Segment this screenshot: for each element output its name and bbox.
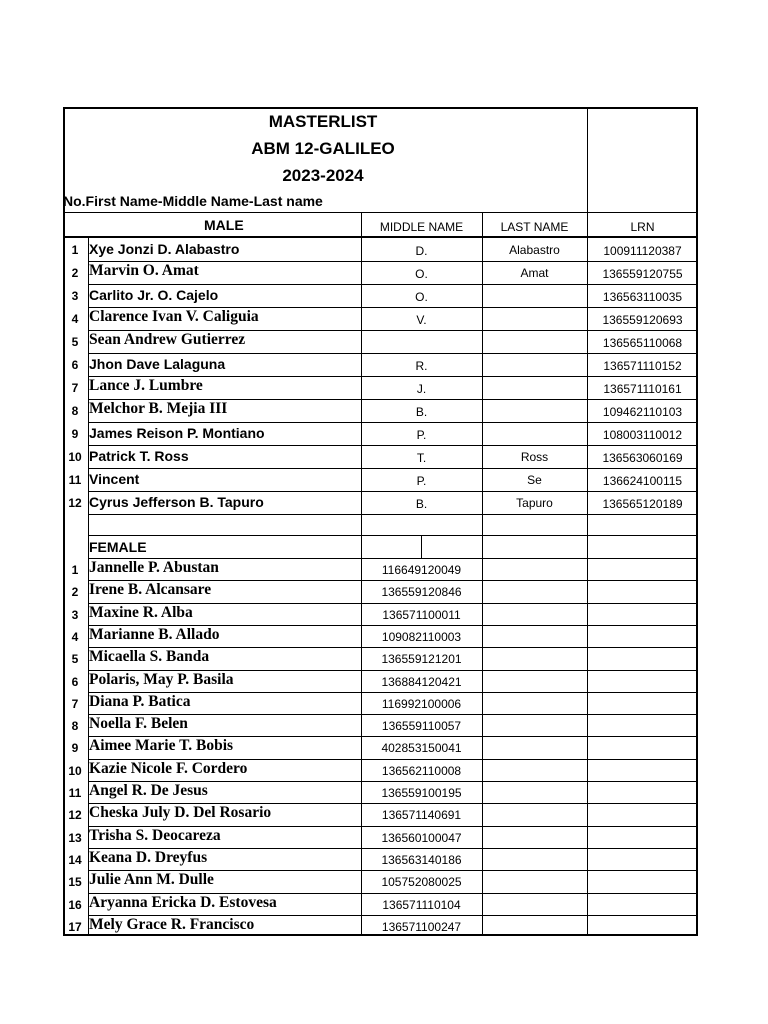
lrn-value: 116649120049 xyxy=(381,563,462,577)
document-title: MASTERLIST xyxy=(268,112,378,131)
row-number: 5 xyxy=(71,652,79,667)
row-number: 15 xyxy=(68,875,82,890)
grid-line xyxy=(63,236,698,238)
middle-initial: B. xyxy=(415,497,428,511)
student-name: Jhon Dave Lalaguna xyxy=(89,356,226,372)
row-number: 11 xyxy=(68,473,82,487)
student-name: Noella F. Belen xyxy=(89,715,188,733)
student-name: Micaella S. Banda xyxy=(89,648,210,666)
row-number: 10 xyxy=(68,763,82,778)
middle-initial: D. xyxy=(415,244,428,258)
middle-initial: J. xyxy=(416,382,427,396)
student-name: Polaris, May P. Basila xyxy=(89,670,234,688)
student-name: Jannelle P. Abustan xyxy=(89,559,219,576)
lrn-value: 136559120755 xyxy=(602,267,683,281)
student-name: Aryanna Ericka D. Estovesa xyxy=(89,893,277,911)
student-name: Trisha S. Deocareza xyxy=(89,826,221,844)
middle-initial: O. xyxy=(415,290,428,304)
student-name: Mely Grace R. Francisco xyxy=(89,915,255,933)
female-header: FEMALE xyxy=(89,539,147,555)
middle-initial: T. xyxy=(416,451,427,465)
lrn-value: 136559110057 xyxy=(381,719,462,734)
row-number: 2 xyxy=(71,585,79,600)
row-number: 5 xyxy=(71,335,79,349)
lrn-value: 136563140186 xyxy=(381,852,462,867)
student-name: Xye Jonzi D. Alabastro xyxy=(89,241,240,257)
lrn-value: 136571140691 xyxy=(381,808,462,823)
student-name: Clarence Ivan V. Caliguia xyxy=(89,308,259,325)
lrn-value: 136571110104 xyxy=(382,897,461,912)
student-name: Julie Ann M. Dulle xyxy=(89,871,214,889)
student-name: Lance J. Lumbre xyxy=(89,377,203,394)
lrn-value: 136624100115 xyxy=(602,474,683,488)
lrn-header: LRN xyxy=(630,220,655,234)
middle-initial: P. xyxy=(416,428,427,442)
last-name: Tapuro xyxy=(516,496,553,510)
student-name: Carlito Jr. O. Cajelo xyxy=(89,287,219,303)
student-name: Irene B. Alcansare xyxy=(89,581,212,599)
lrn-value: 136884120421 xyxy=(381,674,462,689)
lrn-value: 108003110012 xyxy=(602,428,683,442)
row-number: 3 xyxy=(71,607,79,622)
row-number: 9 xyxy=(71,741,79,756)
student-name: Melchor B. Mejia III xyxy=(89,400,228,417)
student-name: James Reison P. Montiano xyxy=(89,425,265,441)
grid-line xyxy=(88,284,698,285)
last-name: Se xyxy=(527,473,542,487)
grid-line xyxy=(88,445,698,446)
row-number: 4 xyxy=(71,312,79,326)
last-name-header: LAST NAME xyxy=(500,220,569,234)
grid-line xyxy=(88,353,698,354)
row-number: 16 xyxy=(68,897,82,912)
row-number: 1 xyxy=(71,563,79,577)
lrn-value: 136559120846 xyxy=(381,585,462,600)
row-number: 12 xyxy=(68,496,82,510)
lrn-value: 136563110035 xyxy=(602,290,683,304)
column-caption: No.First Name-Middle Name-Last name xyxy=(63,193,323,209)
lrn-value: 136563060169 xyxy=(602,451,683,465)
row-number: 7 xyxy=(71,381,79,395)
lrn-value: 105752080025 xyxy=(381,875,462,890)
middle-initial: B. xyxy=(415,405,428,419)
section-name: ABM 12-GALILEO xyxy=(251,139,395,158)
lrn-value: 136565110068 xyxy=(602,336,683,350)
lrn-value: 136560100047 xyxy=(381,830,462,845)
last-name: Amat xyxy=(520,266,549,280)
student-name: Keana D. Dreyfus xyxy=(89,848,208,866)
student-name: Kazie Nicole F. Cordero xyxy=(89,759,248,777)
lrn-value: 136559100195 xyxy=(381,786,462,800)
row-number: 12 xyxy=(68,808,82,823)
lrn-value: 136571100011 xyxy=(382,607,461,622)
school-year: 2023-2024 xyxy=(282,166,364,185)
student-name: Maxine R. Alba xyxy=(89,603,193,621)
row-number: 4 xyxy=(71,629,79,644)
lrn-value: 136565120189 xyxy=(602,497,683,511)
lrn-value: 109462110103 xyxy=(602,405,683,419)
student-name: Cyrus Jefferson B. Tapuro xyxy=(89,494,264,510)
lrn-value: 136571100247 xyxy=(381,919,462,934)
row-number: 14 xyxy=(68,852,82,867)
student-name: Marianne B. Allado xyxy=(89,625,220,643)
row-number: 7 xyxy=(71,696,79,711)
lrn-value: 136559120693 xyxy=(602,313,683,327)
last-name: Ross xyxy=(520,450,549,464)
row-number: 8 xyxy=(71,404,79,418)
lrn-value: 136562110008 xyxy=(381,763,462,778)
student-name: Vincent xyxy=(89,471,140,487)
lrn-value: 136559121201 xyxy=(381,652,462,667)
middle-initial: P. xyxy=(416,474,427,488)
grid-line xyxy=(88,514,698,515)
row-number: 13 xyxy=(68,830,82,845)
student-name: Aimee Marie T. Bobis xyxy=(89,737,234,755)
middle-initial: R. xyxy=(415,359,428,373)
lrn-value: 136571110161 xyxy=(603,382,682,396)
student-name: Diana P. Batica xyxy=(89,692,191,710)
student-name: Patrick T. Ross xyxy=(89,448,189,464)
row-number: 6 xyxy=(71,358,79,372)
grid-line xyxy=(88,491,698,492)
lrn-value: 402853150041 xyxy=(381,741,462,756)
middle-initial: O. xyxy=(415,267,428,281)
middle-initial: V. xyxy=(416,313,427,327)
lrn-value: 136571110152 xyxy=(603,359,682,373)
student-name: Cheska July D. Del Rosario xyxy=(89,804,272,822)
grid-line xyxy=(88,535,698,536)
row-number: 1 xyxy=(71,243,79,257)
middle-name-header: MIDDLE NAME xyxy=(379,220,464,234)
row-number: 11 xyxy=(68,786,82,800)
row-number: 2 xyxy=(71,266,79,280)
grid-line xyxy=(88,422,698,423)
row-number: 8 xyxy=(71,719,79,734)
row-number: 17 xyxy=(68,919,82,934)
row-number: 6 xyxy=(71,674,79,689)
student-name: Angel R. De Jesus xyxy=(89,782,208,799)
grid-line xyxy=(63,212,698,213)
lrn-value: 116992100006 xyxy=(381,696,462,711)
lrn-value: 100911120387 xyxy=(603,244,682,258)
lrn-value: 109082110003 xyxy=(381,629,462,644)
male-header: MALE xyxy=(204,217,244,233)
last-name: Alabastro xyxy=(509,243,560,257)
student-name: Sean Andrew Gutierrez xyxy=(89,331,246,348)
row-number: 10 xyxy=(68,450,82,464)
student-name: Marvin O. Amat xyxy=(89,262,199,279)
grid-line xyxy=(421,535,422,558)
grid-line xyxy=(88,468,698,469)
row-number: 9 xyxy=(71,427,79,441)
grid-line xyxy=(482,212,483,936)
row-number: 3 xyxy=(71,289,79,303)
